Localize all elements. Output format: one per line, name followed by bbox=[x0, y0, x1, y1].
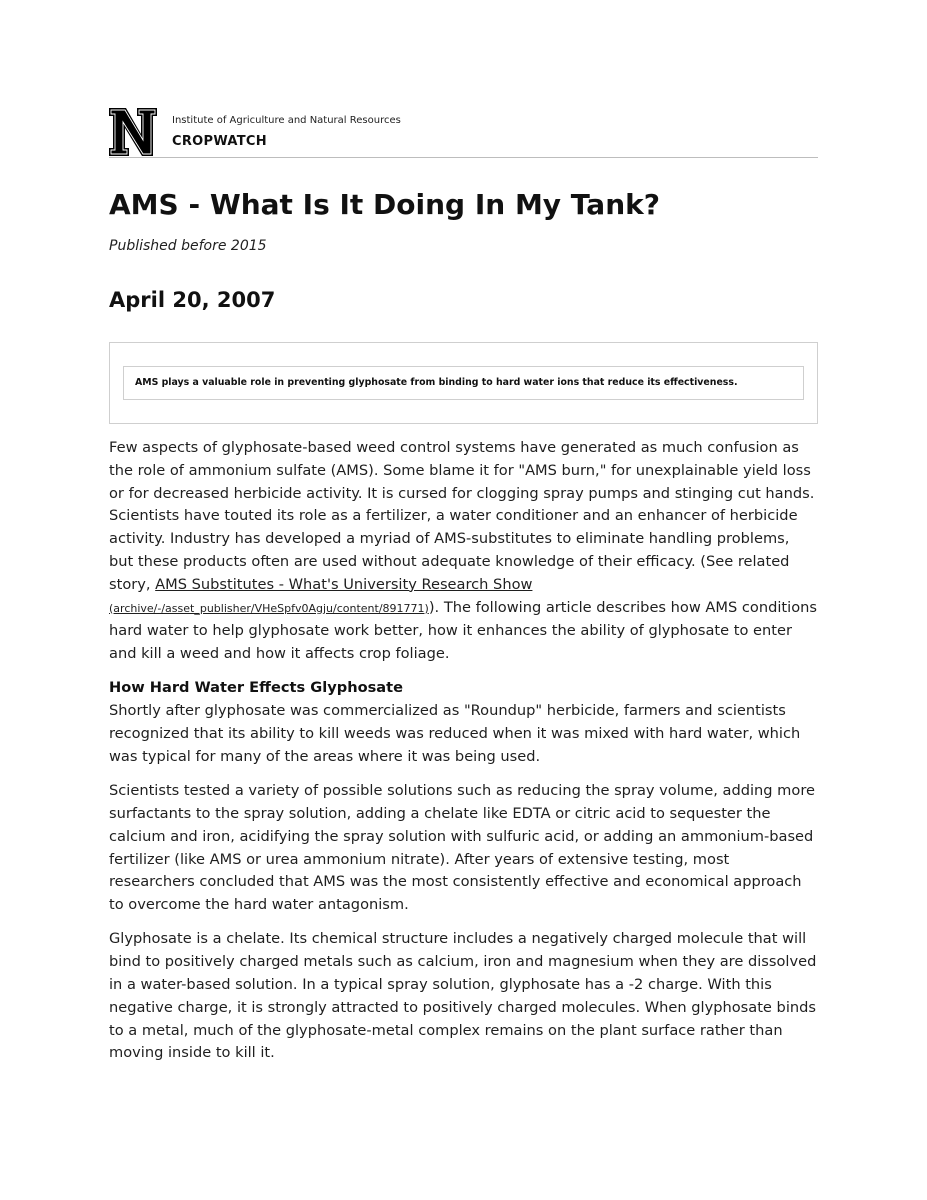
paragraph-intro bbox=[109, 437, 818, 666]
callout-text: AMS plays a valuable role in preventing glyphosate from binding to hard water ions that reduce its effectiveness. bbox=[135, 377, 738, 388]
paragraph-intro-text-end: ). The following article describes how AMS conditions hard water to help glyphosate work better, how it enhances the ability of glyphosate to enter and kill a weed and how it affects crop foliage. bbox=[109, 598, 817, 663]
article-body bbox=[109, 437, 818, 1077]
related-story-url-link[interactable]: (archive/-/asset_publisher/VHeSpfv0Agju/content/891771) bbox=[109, 601, 429, 615]
section-heading: How Hard Water Effects Glyphosate bbox=[109, 679, 404, 697]
article-date: April 20, 2007 bbox=[109, 288, 276, 312]
callout-box bbox=[109, 342, 818, 424]
nebraska-n-logo-icon[interactable] bbox=[109, 108, 157, 156]
institute-name[interactable]: Institute of Agriculture and Natural Resources bbox=[172, 115, 401, 126]
site-brand[interactable]: CROPWATCH bbox=[172, 134, 267, 149]
paragraph-roundup: Shortly after glyphosate was commercialized as "Roundup" herbicide, farmers and scientists recognized that its ability to kill weeds was reduced when it was mixed with hard water, which was typical for many of the areas where it was being used. bbox=[109, 702, 801, 765]
paragraph-solutions: Scientists tested a variety of possible solutions such as reducing the spray volume, adding more surfactants to the spray solution, adding a chelate like EDTA or citric acid to sequester the calcium and iron, acidifying the spray solution with sulfuric acid, or adding an ammonium-based fertilizer (like AMS or urea ammonium nitrate). After years of extensive testing, most researchers concluded that AMS was the most consistently effective and economical approach to overcome the hard water antagonism. bbox=[109, 782, 815, 914]
article-title: AMS - What Is It Doing In My Tank? bbox=[109, 188, 660, 221]
section-hard-water bbox=[109, 677, 818, 768]
related-story-link[interactable]: AMS Substitutes - What's University Research Show bbox=[155, 575, 533, 593]
paragraph-intro-text: Few aspects of glyphosate-based weed control systems have generated as much confusion as the role of ammonium sulfate (AMS). Some blame it for "AMS burn," for unexplainable yield loss or for decreased herbicide activity. It is cursed for clogging spray pumps and stinging cut hands. Scientists have touted its role as a fertilizer, a water conditioner and an enhancer of herbicide activity. Industry has developed a myriad of AMS-substitutes to eliminate handling problems, but these products often are used without adequate knowledge of their efficacy. (See related story, bbox=[109, 439, 815, 593]
masthead bbox=[109, 108, 818, 158]
callout-inner-box bbox=[123, 366, 804, 400]
paragraph-chelate: Glyphosate is a chelate. Its chemical structure includes a negatively charged molecule that will bind to positively charged metals such as calcium, iron and magnesium when they are dissolved in a water-based solution. In a typical spray solution, glyphosate has a -2 charge. With this negative charge, it is strongly attracted to positively charged molecules. When glyphosate binds to a metal, much of the glyphosate-metal complex remains on the plant surface rather than moving inside to kill it. bbox=[109, 930, 817, 1062]
published-note: Published before 2015 bbox=[109, 238, 267, 254]
